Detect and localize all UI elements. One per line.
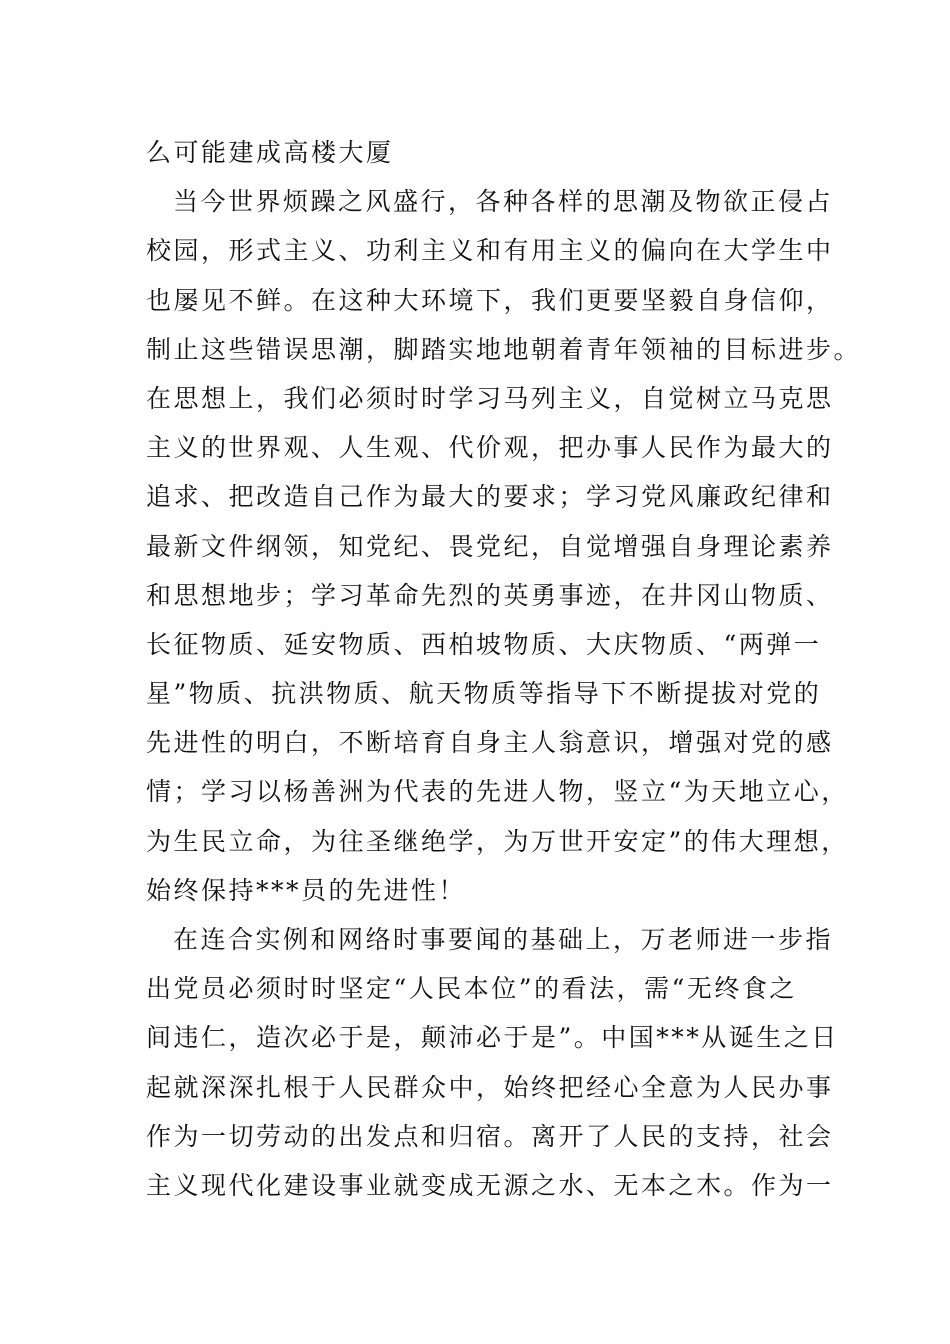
- text-line: 和思想地步；学习革命先烈的英勇事迹，在井冈山物质、: [146, 580, 834, 610]
- text-line: 星”物质、抗洪物质、航天物质等指导下不断提拔对党的: [146, 679, 822, 709]
- text-line: 制止这些错误思潮，脚踏实地地朝着青年领袖的目标进步。: [146, 334, 862, 364]
- text-line: 校园，形式主义、功利主义和有用主义的偏向在大学生中: [146, 236, 834, 266]
- text-line: 长征物质、延安物质、西柏坡物质、大庆物质、“两弹一: [146, 629, 822, 659]
- text-line: 在思想上，我们必须时时学习马列主义，自觉树立马克思: [146, 383, 834, 413]
- text-line: 主义现代化建设事业就变成无源之水、无本之木。作为一: [146, 1170, 834, 1200]
- text-line: 最新文件纲领，知党纪、畏党纪，自觉增强自身理论素养: [146, 531, 834, 561]
- text-line: 情；学习以杨善洲为代表的先进人物，竖立“为天地立心，: [146, 777, 849, 807]
- text-line: 主义的世界观、人生观、代价观，把办事人民作为最大的: [146, 433, 834, 463]
- text-line: 起就深深扎根于人民群众中，始终把经心全意为人民办事: [146, 1072, 834, 1102]
- text-line: 作为一切劳动的出发点和归宿。离开了人民的支持，社会: [146, 1121, 834, 1151]
- text-line: 么可能建成高楼大厦: [146, 138, 394, 167]
- text-line: 为生民立命，为往圣继绝学，为万世开安定”的伟大理想，: [146, 826, 849, 856]
- text-line: 间违仁，造次必于是，颠沛必于是”。中国***从诞生之日: [146, 1023, 839, 1053]
- document-body: [146, 128, 862, 1210]
- text-line: 追求、把改造自己作为最大的要求；学习党风廉政纪律和: [146, 482, 834, 512]
- text-line: 当今世界烦躁之风盛行，各种各样的思潮及物欲正侵占: [173, 187, 834, 217]
- text-line: 在连合实例和网络时事要闻的基础上，万老师进一步指: [173, 925, 834, 954]
- text-line: 也屡见不鲜。在这种大环境下，我们更要坚毅自身信仰，: [146, 285, 834, 315]
- text-line: 先进性的明白，不断培育自身主人翁意识，增强对党的感: [146, 728, 834, 758]
- text-line: 始终保持***员的先进性！: [146, 875, 467, 905]
- text-line: 出党员必须时时坚定“人民本位”的看法，需“无终食之: [146, 974, 797, 1004]
